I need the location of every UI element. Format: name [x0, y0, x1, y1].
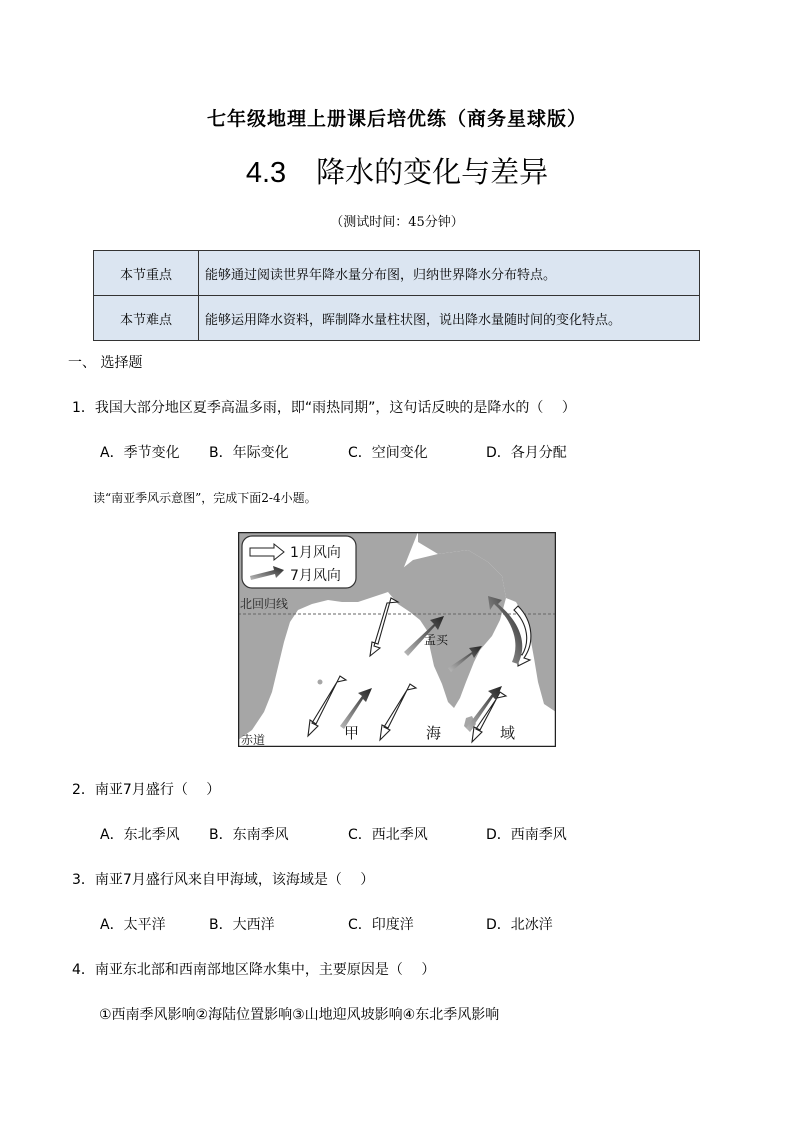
key-points-table [93, 250, 700, 341]
lesson-name: 降水的变化与差异 [316, 155, 549, 189]
question-2-option-a[interactable]: A．东北季风 [100, 827, 180, 843]
bay-label: 孟买 [424, 633, 449, 647]
key-point-content: 能够通过阅读世界年降水量分布图，归纳世界降水分布特点。 [199, 251, 700, 296]
sea-label-char: 域 [500, 724, 516, 742]
south-asia-monsoon-map [238, 532, 556, 747]
question-1-stem: 1．我国大部分地区夏季高温多雨，即“雨热同期”，这句话反映的是降水的（ ） [72, 400, 576, 416]
legend-jul-label: 7月风向 [290, 568, 341, 584]
tropic-label: 北回归线 [240, 597, 289, 611]
question-1-options [100, 442, 660, 462]
sea-label-char: 海 [426, 724, 442, 742]
difficulty-content: 能够运用降水资料，晖制降水量柱状图，说出降水量随时间的变化特点。 [199, 296, 700, 341]
difficulty-label: 本节难点 [94, 296, 199, 341]
question-3-option-b[interactable]: B．大西洋 [209, 917, 275, 933]
question-3-option-c[interactable]: C．印度洋 [348, 917, 414, 933]
question-1-option-c[interactable]: C．空间变化 [348, 445, 428, 461]
question-1-option-a[interactable]: A．季节变化 [100, 445, 180, 461]
question-2-option-d[interactable]: D．西南季风 [486, 827, 567, 843]
question-3-option-a[interactable]: A．太平洋 [100, 917, 166, 933]
question-3-stem: 3．南亚7月盛行风来自甲海域，该海域是（ ） [72, 872, 375, 888]
question-2-option-b[interactable]: B．东南季风 [209, 827, 289, 843]
series-title: 七年级地理上册课后培优练（商务星球版） [206, 108, 587, 130]
question-2-option-c[interactable]: C．西北季风 [348, 827, 428, 843]
question-3-options [100, 914, 660, 934]
question-1-option-b[interactable]: B．年际变化 [209, 445, 289, 461]
question-3-option-d[interactable]: D．北冰洋 [486, 917, 553, 933]
key-point-label: 本节重点 [94, 251, 199, 296]
equator-label: 赤道 [241, 733, 266, 747]
island [318, 680, 323, 685]
question-4-statements: ①西南季风影响②海陆位置影响③山地迎风坡影响④东北季风影响 [99, 1007, 500, 1023]
section-title: 一、 选择题 [68, 355, 143, 371]
question-2-options [100, 824, 660, 844]
question-2-stem: 2．南亚7月盛行（ ） [72, 782, 221, 798]
map-intro: 读“南亚季风示意图”，完成下面2-4小题。 [93, 491, 317, 505]
lesson-number: 4.3 [245, 157, 287, 189]
test-time: （测试时间：45分钟） [330, 215, 464, 230]
legend-jan-label: 1月风向 [290, 545, 341, 561]
table-row [94, 251, 700, 296]
question-4-stem: 4．南亚东北部和西南部地区降水集中，主要原因是（ ） [72, 962, 436, 978]
lesson-title [0, 150, 794, 191]
sea-label-char: 甲 [344, 724, 360, 742]
table-row [94, 296, 700, 341]
question-1-option-d[interactable]: D．各月分配 [486, 445, 567, 461]
